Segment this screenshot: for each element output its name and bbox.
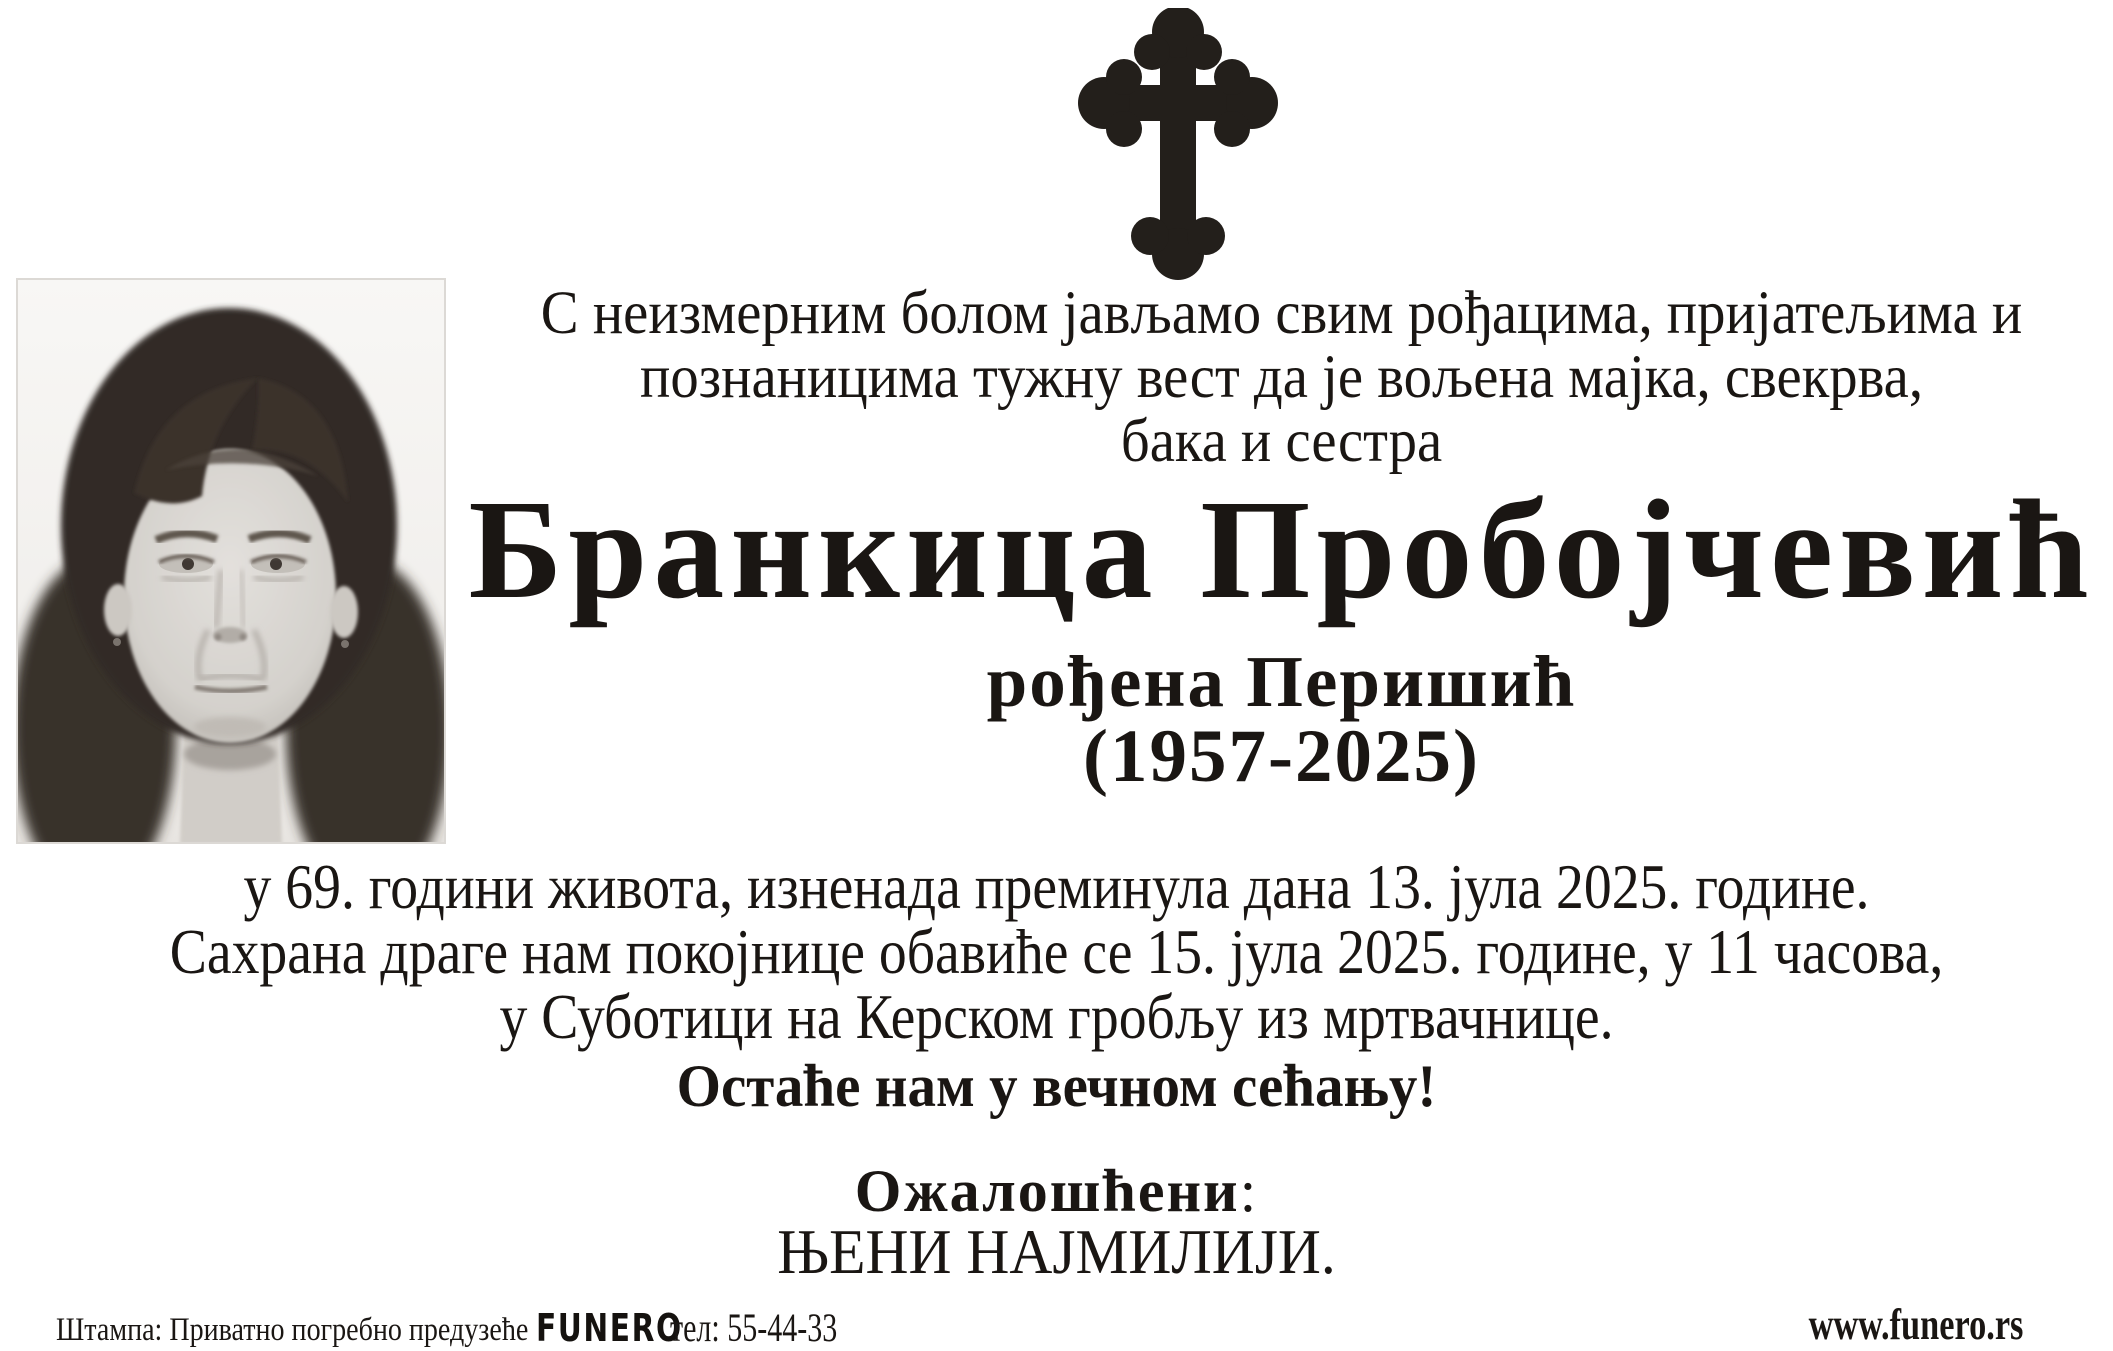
body-line-2: Сахрана драге нам покојнице обавиће се 15. јула 2025. године, у 11 часова, bbox=[169, 916, 1944, 987]
intro-line-3: бака и сестра bbox=[1120, 408, 1443, 475]
funero-logo: FUNERO bbox=[536, 1306, 683, 1350]
portrait-photo bbox=[16, 278, 446, 844]
life-years: (1957-2025) bbox=[1083, 715, 1480, 798]
maiden-name: рођена Перишић bbox=[986, 641, 1577, 722]
intro-line-2: познаницима тужну вест да је вољена мајка, свекрва, bbox=[639, 344, 1924, 411]
mourners-names: ЊЕНИ НАЈМИЛИЈИ. bbox=[777, 1216, 1336, 1287]
intro-line-1: С неизмерним болом јављамо свим рођацима, пријатељима и bbox=[540, 280, 2023, 347]
printer-phone: тел: 55-44-33 bbox=[670, 1305, 838, 1350]
website-url: www.funero.rs bbox=[1808, 1300, 2023, 1349]
mourners-label bbox=[0, 1158, 2113, 1224]
body-line-1: у 69. години живота, изненада преминула дана 13. јула 2025. године. bbox=[243, 851, 1870, 922]
intro-paragraph bbox=[508, 282, 2055, 474]
printer-label: Штампа: Приватно погребно предузеће bbox=[56, 1312, 529, 1348]
orthodox-cross-icon bbox=[1078, 8, 1278, 280]
mourners-label-colon: : bbox=[1239, 1158, 1259, 1224]
body-line-3: у Суботици на Керском гробљу из мртвачнице. bbox=[499, 981, 1614, 1052]
memory-line: Остаће нам у вечном сећању! bbox=[676, 1053, 1437, 1119]
mourners-label-text: Ожалошћени bbox=[854, 1158, 1240, 1224]
notice-body bbox=[137, 851, 1975, 1052]
deceased-name: Бранкица Пробојчевић bbox=[468, 470, 2095, 628]
